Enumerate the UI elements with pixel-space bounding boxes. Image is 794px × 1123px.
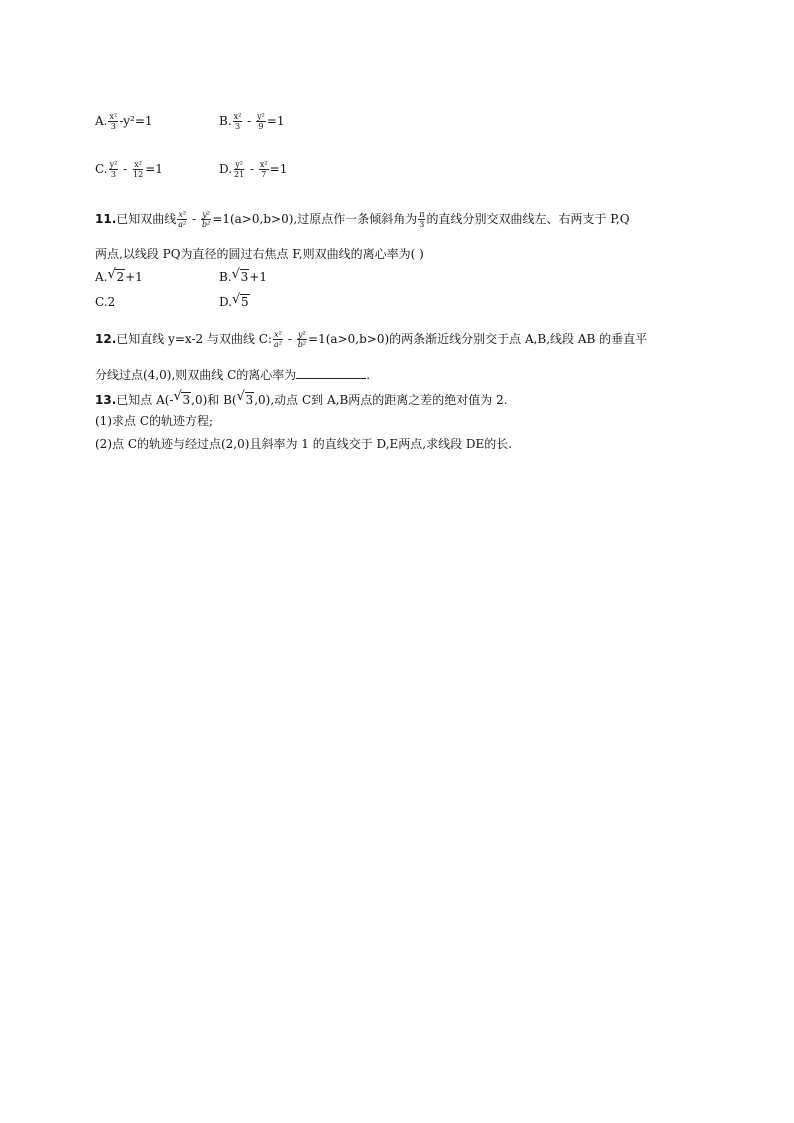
numerator: x² — [178, 210, 187, 219]
numerator: x² — [134, 160, 142, 169]
radicand: 3 — [240, 270, 249, 284]
equation-rest: =1 — [145, 162, 163, 176]
equation-rest: =1 — [266, 114, 285, 128]
option-letter: B. — [219, 114, 232, 128]
stem-text: 已知点 A(- — [116, 393, 174, 407]
radicand: 3 — [245, 393, 254, 407]
question-number: 11. — [95, 212, 117, 226]
radicand: 3 — [182, 393, 191, 407]
answer-blank[interactable] — [296, 367, 366, 379]
denominator: 12 — [133, 170, 144, 179]
denominator: 3 — [234, 122, 241, 131]
denominator: 7 — [261, 170, 267, 179]
denominator: b² — [297, 340, 307, 349]
fraction — [297, 330, 307, 349]
fraction — [233, 160, 245, 179]
option-letter: B. — [219, 270, 232, 284]
radicand: 5 — [241, 295, 249, 309]
denominator: 3 — [110, 122, 116, 131]
minus-sign: - — [250, 162, 255, 176]
fraction — [177, 210, 187, 229]
fraction — [259, 160, 269, 179]
sqrt-symbol: √ 5 — [232, 292, 249, 309]
stem-text: 分线过点(4,0),则双曲线 C的离心率为 — [95, 368, 297, 382]
question-number: 13. — [95, 393, 117, 407]
stem-text: ,0),动点 C到 A,B两点的距离之差的绝对值为 2. — [254, 393, 508, 407]
q11-stem-line2: 两点,以线段 PQ为直径的圆过右焦点 F,则双曲线的离心率为( ) — [95, 247, 424, 261]
option-letter: C. — [95, 162, 108, 176]
denominator: a² — [178, 220, 187, 229]
stem-text: ,0)和 B( — [191, 393, 237, 407]
minus-sign: - — [287, 332, 292, 346]
q11-option-b — [219, 267, 267, 284]
numerator: y² — [257, 112, 265, 121]
stem-text: 已知直线 y=x-2 与双曲线 C: — [116, 332, 273, 346]
fraction — [418, 210, 425, 229]
numerator: x² — [109, 112, 118, 121]
numerator: π — [419, 210, 425, 219]
sqrt-symbol: √ 3 — [236, 389, 254, 407]
denominator: a² — [274, 340, 282, 349]
stem-text: 已知双曲线 — [116, 212, 177, 226]
numerator: y² — [298, 330, 306, 339]
denominator: b² — [201, 220, 211, 229]
q10-option-c — [95, 160, 163, 179]
denominator: 9 — [258, 122, 264, 131]
fraction — [132, 160, 144, 179]
minus-sign: - — [247, 114, 252, 128]
fraction — [108, 112, 118, 131]
numerator: x² — [274, 330, 282, 339]
q11-option-c: C.2 — [95, 295, 116, 309]
numerator: x² — [233, 112, 242, 121]
numerator: y² — [235, 160, 243, 169]
q10-option-a — [95, 112, 153, 131]
fraction — [109, 160, 119, 179]
stem-text: 的直线分别交双曲线左、右两支于 P,Q — [426, 212, 630, 226]
option-rest: +1 — [125, 270, 143, 284]
stem-text: =1(a>0,b>0)的两条渐近线分别交于点 A,B,线段 AB 的垂直平 — [308, 332, 648, 346]
q12-stem-line1 — [95, 330, 647, 349]
q13-part-1: (1)求点 C的轨迹方程; — [95, 414, 214, 428]
q11-stem-line1 — [95, 210, 630, 229]
q11-option-d — [219, 292, 250, 309]
radicand: 2 — [116, 270, 125, 284]
denominator: 3 — [419, 220, 425, 229]
sqrt-symbol: √ 3 — [173, 389, 191, 407]
fraction — [256, 112, 266, 131]
numerator: x² — [259, 160, 268, 169]
option-letter: D. — [219, 295, 233, 309]
q12-stem-line2 — [95, 367, 370, 383]
period: . — [366, 368, 371, 382]
question-number: 12. — [95, 332, 117, 346]
q13-stem — [95, 389, 508, 408]
equation-rest: -y²=1 — [119, 114, 153, 128]
option-rest: +1 — [249, 270, 267, 284]
stem-text: =1(a>0,b>0),过原点作一条倾斜角为 — [212, 212, 418, 226]
fraction — [273, 330, 283, 349]
equation-rest: =1 — [269, 162, 288, 176]
sqrt-symbol: √ 2 — [107, 267, 125, 284]
q13-part-2: (2)点 C的轨迹与经过点(2,0)且斜率为 1 的直线交于 D,E两点,求线段 DE的长. — [95, 437, 513, 451]
denominator: 3 — [110, 170, 116, 179]
option-letter: D. — [219, 162, 233, 176]
option-letter: A. — [95, 114, 108, 128]
q10-option-d — [219, 160, 287, 179]
numerator: y² — [202, 210, 211, 219]
fraction — [201, 210, 211, 229]
q10-option-b — [219, 112, 285, 131]
option-letter: A. — [95, 270, 108, 284]
sqrt-symbol: √ 3 — [231, 267, 249, 284]
fraction — [233, 112, 243, 131]
minus-sign: - — [123, 162, 128, 176]
numerator: y² — [109, 160, 118, 169]
minus-sign: - — [192, 212, 197, 226]
denominator: 21 — [234, 170, 245, 179]
q11-option-a — [95, 267, 143, 284]
